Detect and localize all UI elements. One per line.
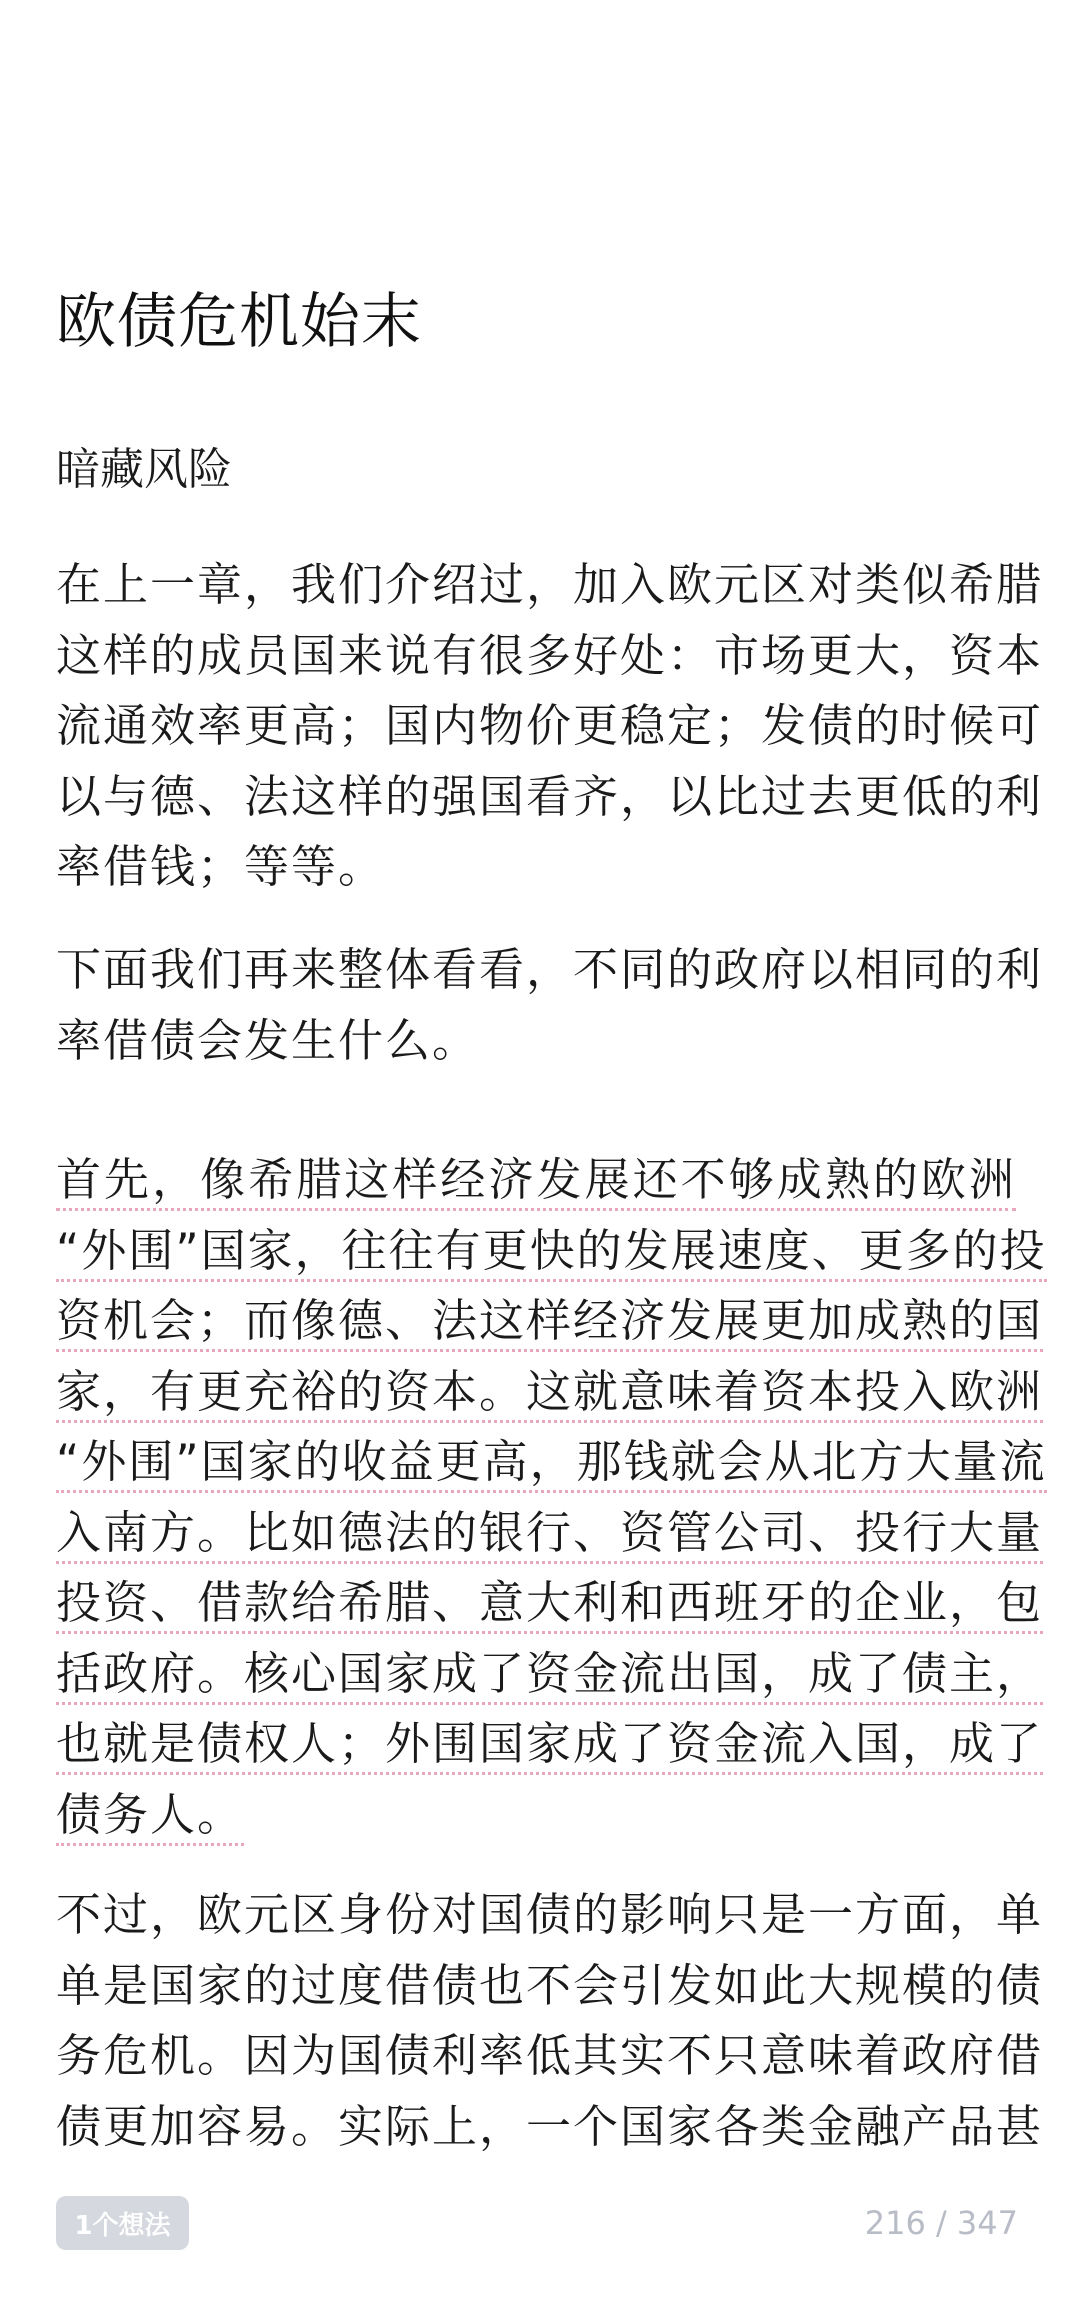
underlined-line[interactable] [56, 1427, 1047, 1498]
paragraph-1[interactable] [56, 550, 1044, 903]
highlight-underline[interactable]: 债务人。 [56, 1788, 244, 1846]
paragraph-4[interactable] [56, 1880, 1044, 2162]
text-line[interactable]: 下面我们再来整体看看，不同的政府以相同的利 [56, 943, 1044, 996]
page-indicator: 216 / 347 [864, 2204, 1018, 2242]
highlight-underline[interactable]: “外围”国家，往往有更快的发展速度、更多的投 [56, 1224, 1047, 1282]
text-line[interactable]: 率借钱；等等。 [56, 840, 386, 893]
paragraph-2[interactable] [56, 935, 1044, 1076]
highlight-underline[interactable]: 资机会；而像德、法这样经济发展更加成熟的国 [56, 1294, 1043, 1352]
text-line[interactable]: 单是国家的过度借债也不会引发如此大规模的债 [56, 1958, 1044, 2012]
paragraph-3-highlighted[interactable] [56, 1145, 1047, 1850]
text-line[interactable]: 率借债会发生什么。 [56, 1013, 480, 1067]
chapter-title: 欧债危机始末 [56, 287, 422, 357]
highlight-underline[interactable]: 入南方。比如德法的银行、资管公司、投行大量 [56, 1506, 1043, 1564]
highlight-underline[interactable]: 家，有更充裕的资本。这就意味着资本投入欧洲 [56, 1365, 1043, 1423]
text-line[interactable]: 债更加容易。实际上，一个国家各类金融产品甚 [56, 2099, 1044, 2153]
text-line[interactable]: 在上一章，我们介绍过，加入欧元区对类似希腊 [56, 558, 1044, 611]
thoughts-button[interactable]: 1个想法 [56, 2196, 189, 2250]
underlined-line[interactable] [56, 1780, 1016, 1851]
underlined-line[interactable] [56, 1568, 1044, 1639]
underlined-line[interactable] [56, 1216, 1047, 1287]
text-line[interactable]: 不过，欧元区身份对国债的影响只是一方面，单 [56, 1888, 1044, 1941]
underlined-line[interactable] [56, 1145, 1016, 1216]
text-line[interactable]: 务危机。因为国债利率低其实不只意味着政府借 [56, 2029, 1044, 2082]
highlight-underline[interactable]: 也就是债权人；外围国家成了资金流入国，成了 [56, 1717, 1043, 1775]
highlight-underline[interactable]: 括政府。核心国家成了资金流出国，成了债主， [56, 1647, 1043, 1705]
text-line[interactable]: 这样的成员国来说有很多好处：市场更大，资本 [56, 628, 1044, 682]
text-line[interactable]: 流通效率更高；国内物价更稳定；发债的时候可 [56, 699, 1044, 752]
underlined-line[interactable] [56, 1286, 1044, 1357]
highlight-underline[interactable]: “外围”国家的收益更高，那钱就会从北方大量流 [56, 1435, 1047, 1493]
underlined-line[interactable] [56, 1357, 1044, 1428]
underlined-line[interactable] [56, 1498, 1044, 1569]
highlight-underline[interactable]: 首先，像希腊这样经济发展还不够成熟的欧洲 [56, 1153, 1016, 1211]
underlined-line[interactable] [56, 1709, 1044, 1780]
text-line[interactable]: 以与德、法这样的强国看齐，以比过去更低的利 [56, 769, 1044, 823]
underlined-line[interactable] [56, 1639, 1044, 1710]
section-heading: 暗藏风险 [56, 444, 232, 495]
highlight-underline[interactable]: 投资、借款给希腊、意大利和西班牙的企业，包 [56, 1576, 1043, 1634]
